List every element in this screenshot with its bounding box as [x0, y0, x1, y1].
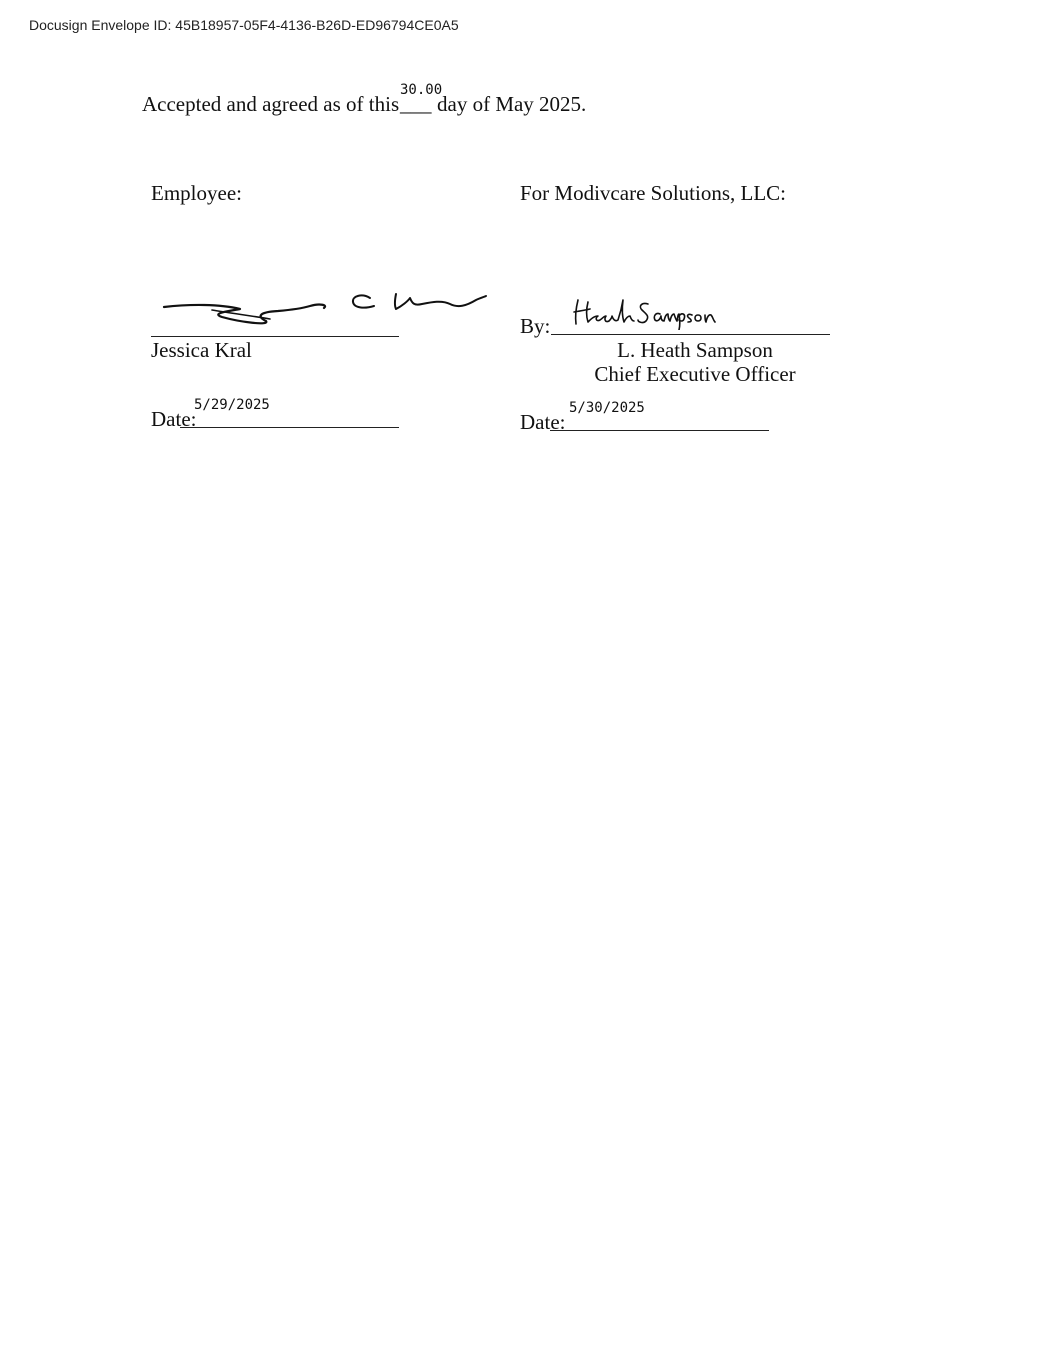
envelope-id: Docusign Envelope ID: 45B18957-05F4-4136-B26D-ED96794CE0A5: [29, 17, 459, 33]
acceptance-suffix: day of May 2025.: [437, 92, 587, 116]
employee-date-line: [180, 427, 399, 428]
acceptance-prefix: Accepted and agreed as of this: [142, 92, 400, 116]
company-date-label: Date:: [520, 410, 566, 434]
employee-signature-line: [151, 336, 399, 337]
employee-heading: Employee:: [151, 181, 242, 205]
company-date-line: [550, 430, 769, 431]
company-signature: [568, 294, 718, 330]
company-date-value: 5/30/2025: [569, 400, 645, 416]
company-heading: For Modivcare Solutions, LLC:: [520, 181, 786, 205]
by-label: By:: [520, 314, 551, 338]
employee-signature: [160, 288, 490, 332]
signer-name: L. Heath Sampson: [617, 338, 773, 362]
employee-name: Jessica Kral: [151, 338, 252, 362]
employee-date-label: Date:: [151, 407, 197, 431]
acceptance-day-blank: ___: [400, 92, 432, 116]
signer-title: Chief Executive Officer: [594, 362, 796, 386]
employee-date-value: 5/29/2025: [194, 397, 270, 413]
acceptance-day-value: 30.00: [400, 82, 443, 98]
company-signature-line: [551, 334, 830, 335]
